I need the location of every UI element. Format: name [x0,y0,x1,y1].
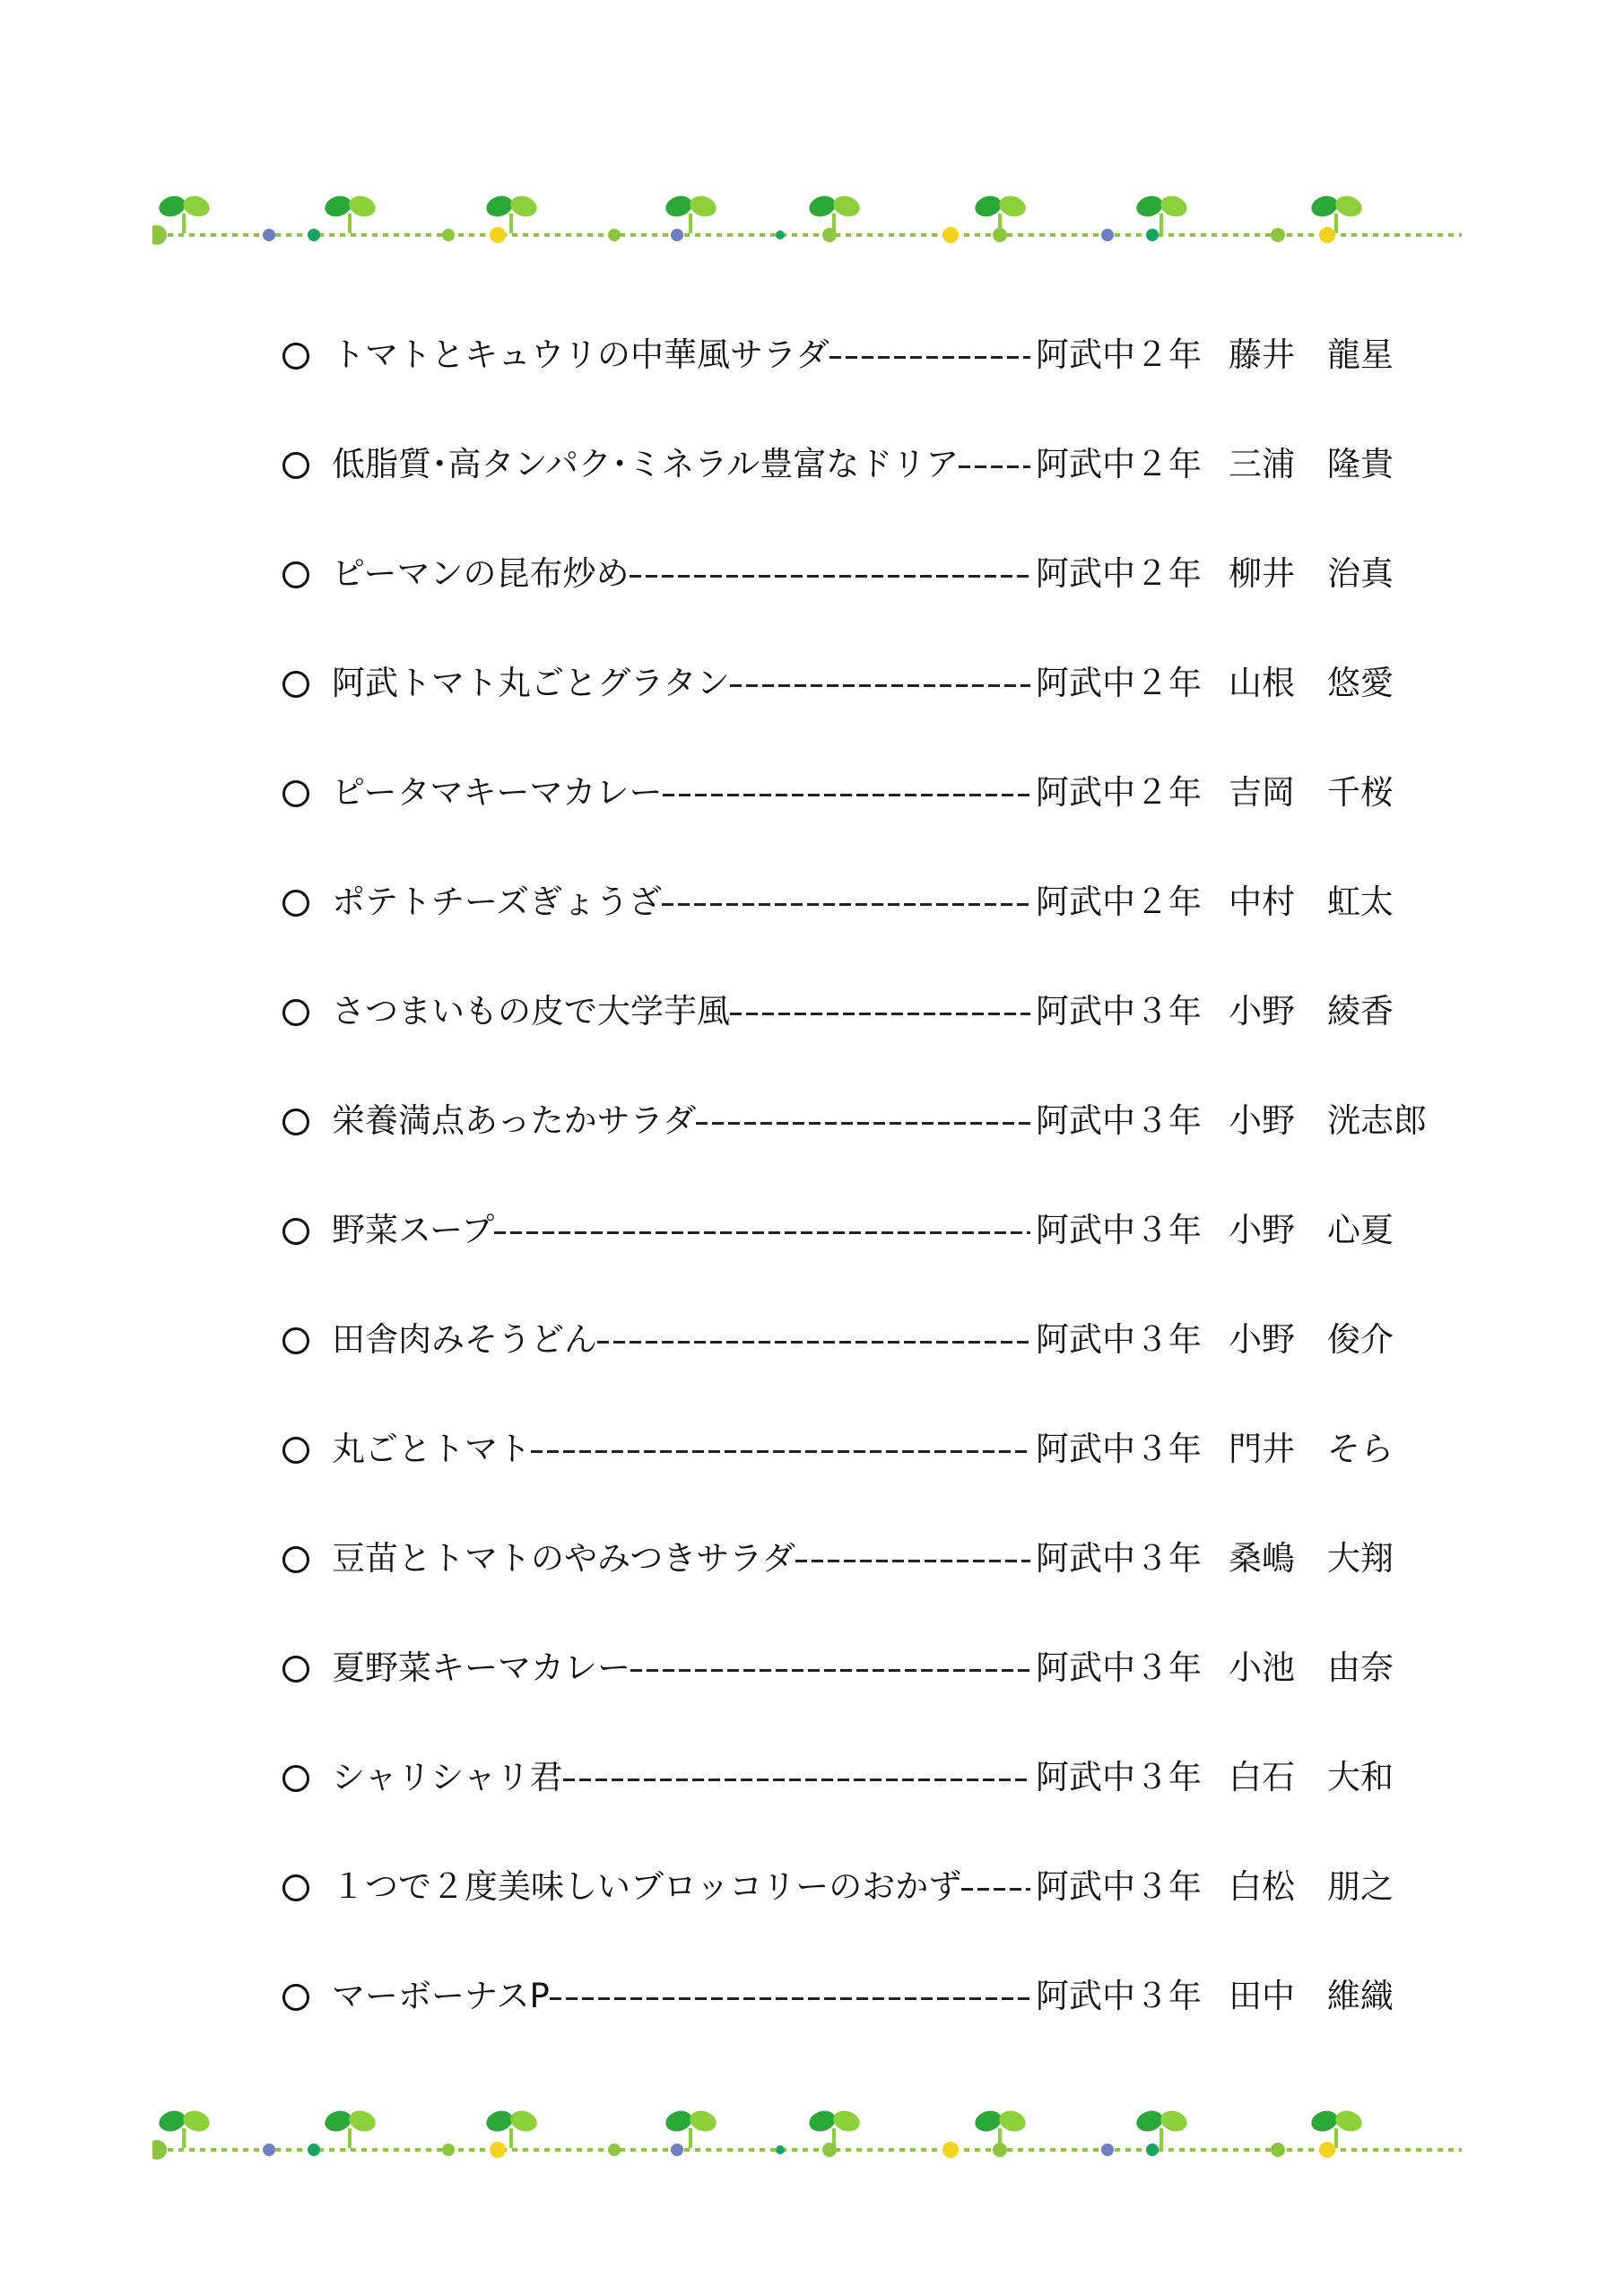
school-grade: 阿武中３年 [1036,1758,1202,1796]
circle-bullet-icon [282,1218,309,1245]
recipe-title: ピータマキーマカレー [332,773,663,812]
school-grade: 阿武中２年 [1036,883,1202,921]
circle-bullet-icon [282,561,309,588]
school-grade: 阿武中３年 [1036,1320,1202,1359]
student-surname: 小野 [1229,992,1295,1031]
student-given-name: 悠愛 [1327,664,1394,702]
list-item [282,438,1448,547]
dash-leader [663,794,1030,796]
school-grade: 阿武中３年 [1036,1211,1202,1249]
school-grade: 阿武中３年 [1036,1977,1202,2015]
dash-leader [494,1231,1030,1234]
recipe-title: 豆苗とトマトのやみつきサラダ [332,1539,795,1578]
student-given-name: 洸志郎 [1327,1101,1427,1140]
recipe-title: ピーマンの昆布炒め [332,554,630,593]
student-given-name: 治真 [1327,554,1394,593]
list-item [282,1532,1448,1641]
recipe-title: １つで２度美味しいブロッコリーのおかず [332,1867,962,1906]
student-surname: 門井 [1229,1430,1295,1468]
circle-bullet-icon [282,1656,309,1683]
student-surname: 柳井 [1229,554,1295,593]
student-given-name: 綾香 [1327,992,1394,1031]
school-grade: 阿武中３年 [1036,992,1202,1031]
school-grade: 阿武中２年 [1036,554,1202,593]
student-given-name: 千桜 [1327,773,1394,812]
circle-bullet-icon [282,1765,309,1792]
student-surname: 中村 [1229,883,1295,921]
dash-leader [630,575,1030,578]
list-item [282,328,1448,438]
sprout-dotted-border-icon [152,2103,1471,2166]
bottom-sprout-border [152,2103,1471,2166]
recipe-title: 田舎肉みそうどん [332,1320,597,1359]
list-item [282,985,1448,1094]
recipe-title: 夏野菜キーマカレー [332,1648,630,1687]
circle-bullet-icon [282,1984,309,2011]
recipe-title: シャリシャリ君 [332,1758,563,1796]
student-given-name: 俊介 [1327,1320,1394,1359]
circle-bullet-icon [282,671,309,698]
school-grade: 阿武中２年 [1036,445,1202,483]
student-surname: 桑嶋 [1229,1539,1295,1578]
dash-leader [730,684,1030,687]
school-grade: 阿武中２年 [1036,664,1202,702]
list-item [282,1313,1448,1422]
student-surname: 小野 [1229,1211,1295,1249]
student-surname: 小野 [1229,1101,1295,1140]
student-given-name: 心夏 [1327,1211,1394,1249]
student-given-name: 虹太 [1327,883,1394,921]
dash-leader [696,1122,1030,1125]
list-item [282,1641,1448,1751]
dash-leader [597,1341,1030,1344]
circle-bullet-icon [282,452,309,479]
dash-leader [961,1888,1030,1891]
student-given-name: 維織 [1327,1977,1394,2015]
student-surname: 三浦 [1229,445,1295,483]
student-surname: 吉岡 [1229,773,1295,812]
school-grade: 阿武中２年 [1036,773,1202,812]
recipe-title: さつまいもの皮で大学芋風 [332,992,730,1031]
student-given-name: そら [1327,1430,1394,1468]
list-item [282,766,1448,875]
list-item [282,1751,1448,1860]
circle-bullet-icon [282,1546,309,1573]
circle-bullet-icon [282,890,309,917]
recipe-title: ポテトチーズぎょうざ [332,883,663,921]
recipe-title: 野菜スープ [332,1211,495,1249]
circle-bullet-icon [282,343,309,370]
student-given-name: 龍星 [1327,335,1394,374]
dash-leader [630,1669,1030,1672]
student-given-name: 隆貴 [1327,445,1394,483]
recipe-title: 栄養満点あったかサラダ [332,1101,697,1140]
list-item [282,1422,1448,1532]
school-grade: 阿武中３年 [1036,1648,1202,1687]
student-given-name: 大翔 [1327,1539,1394,1578]
dash-leader [550,1997,1030,2000]
school-grade: 阿武中３年 [1036,1539,1202,1578]
student-surname: 山根 [1229,664,1295,702]
student-surname: 藤井 [1229,335,1295,374]
list-item [282,1970,1448,2079]
school-grade: 阿武中２年 [1036,335,1202,374]
dash-leader [829,356,1030,359]
circle-bullet-icon [282,1109,309,1135]
student-surname: 白石 [1229,1758,1295,1796]
list-item [282,547,1448,657]
recipe-title: トマトとキュウリの中華風サラダ [332,335,829,374]
dash-leader [662,903,1030,906]
student-surname: 白松 [1229,1867,1295,1906]
dash-leader [730,1013,1030,1015]
circle-bullet-icon [282,1437,309,1464]
student-given-name: 由奈 [1327,1648,1394,1687]
list-item [282,875,1448,985]
student-surname: 田中 [1229,1977,1295,2015]
student-given-name: 朋之 [1327,1867,1394,1906]
recipe-list [282,328,1448,2079]
student-surname: 小池 [1229,1648,1295,1687]
recipe-title: 低脂質･高タンパク･ミネラル豊富なドリア [332,445,960,483]
list-item [282,1860,1448,1970]
school-grade: 阿武中３年 [1036,1101,1202,1140]
student-surname: 小野 [1229,1320,1295,1359]
dash-leader [795,1560,1030,1562]
recipe-title: 阿武トマト丸ごとグラタン [332,664,730,702]
circle-bullet-icon [282,780,309,807]
circle-bullet-icon [282,1874,309,1901]
top-sprout-border [152,188,1471,251]
dash-leader [959,465,1030,468]
circle-bullet-icon [282,999,309,1026]
school-grade: 阿武中３年 [1036,1430,1202,1468]
student-given-name: 大和 [1327,1758,1394,1796]
sprout-dotted-border-icon [152,188,1471,251]
list-item [282,657,1448,766]
list-item [282,1094,1448,1204]
dash-leader [563,1779,1030,1781]
dash-leader [531,1450,1030,1453]
recipe-title: 丸ごとトマト [332,1430,531,1468]
school-grade: 阿武中３年 [1036,1867,1202,1906]
circle-bullet-icon [282,1327,309,1354]
recipe-title: マーボーナスP [332,1977,550,2015]
list-item [282,1204,1448,1313]
